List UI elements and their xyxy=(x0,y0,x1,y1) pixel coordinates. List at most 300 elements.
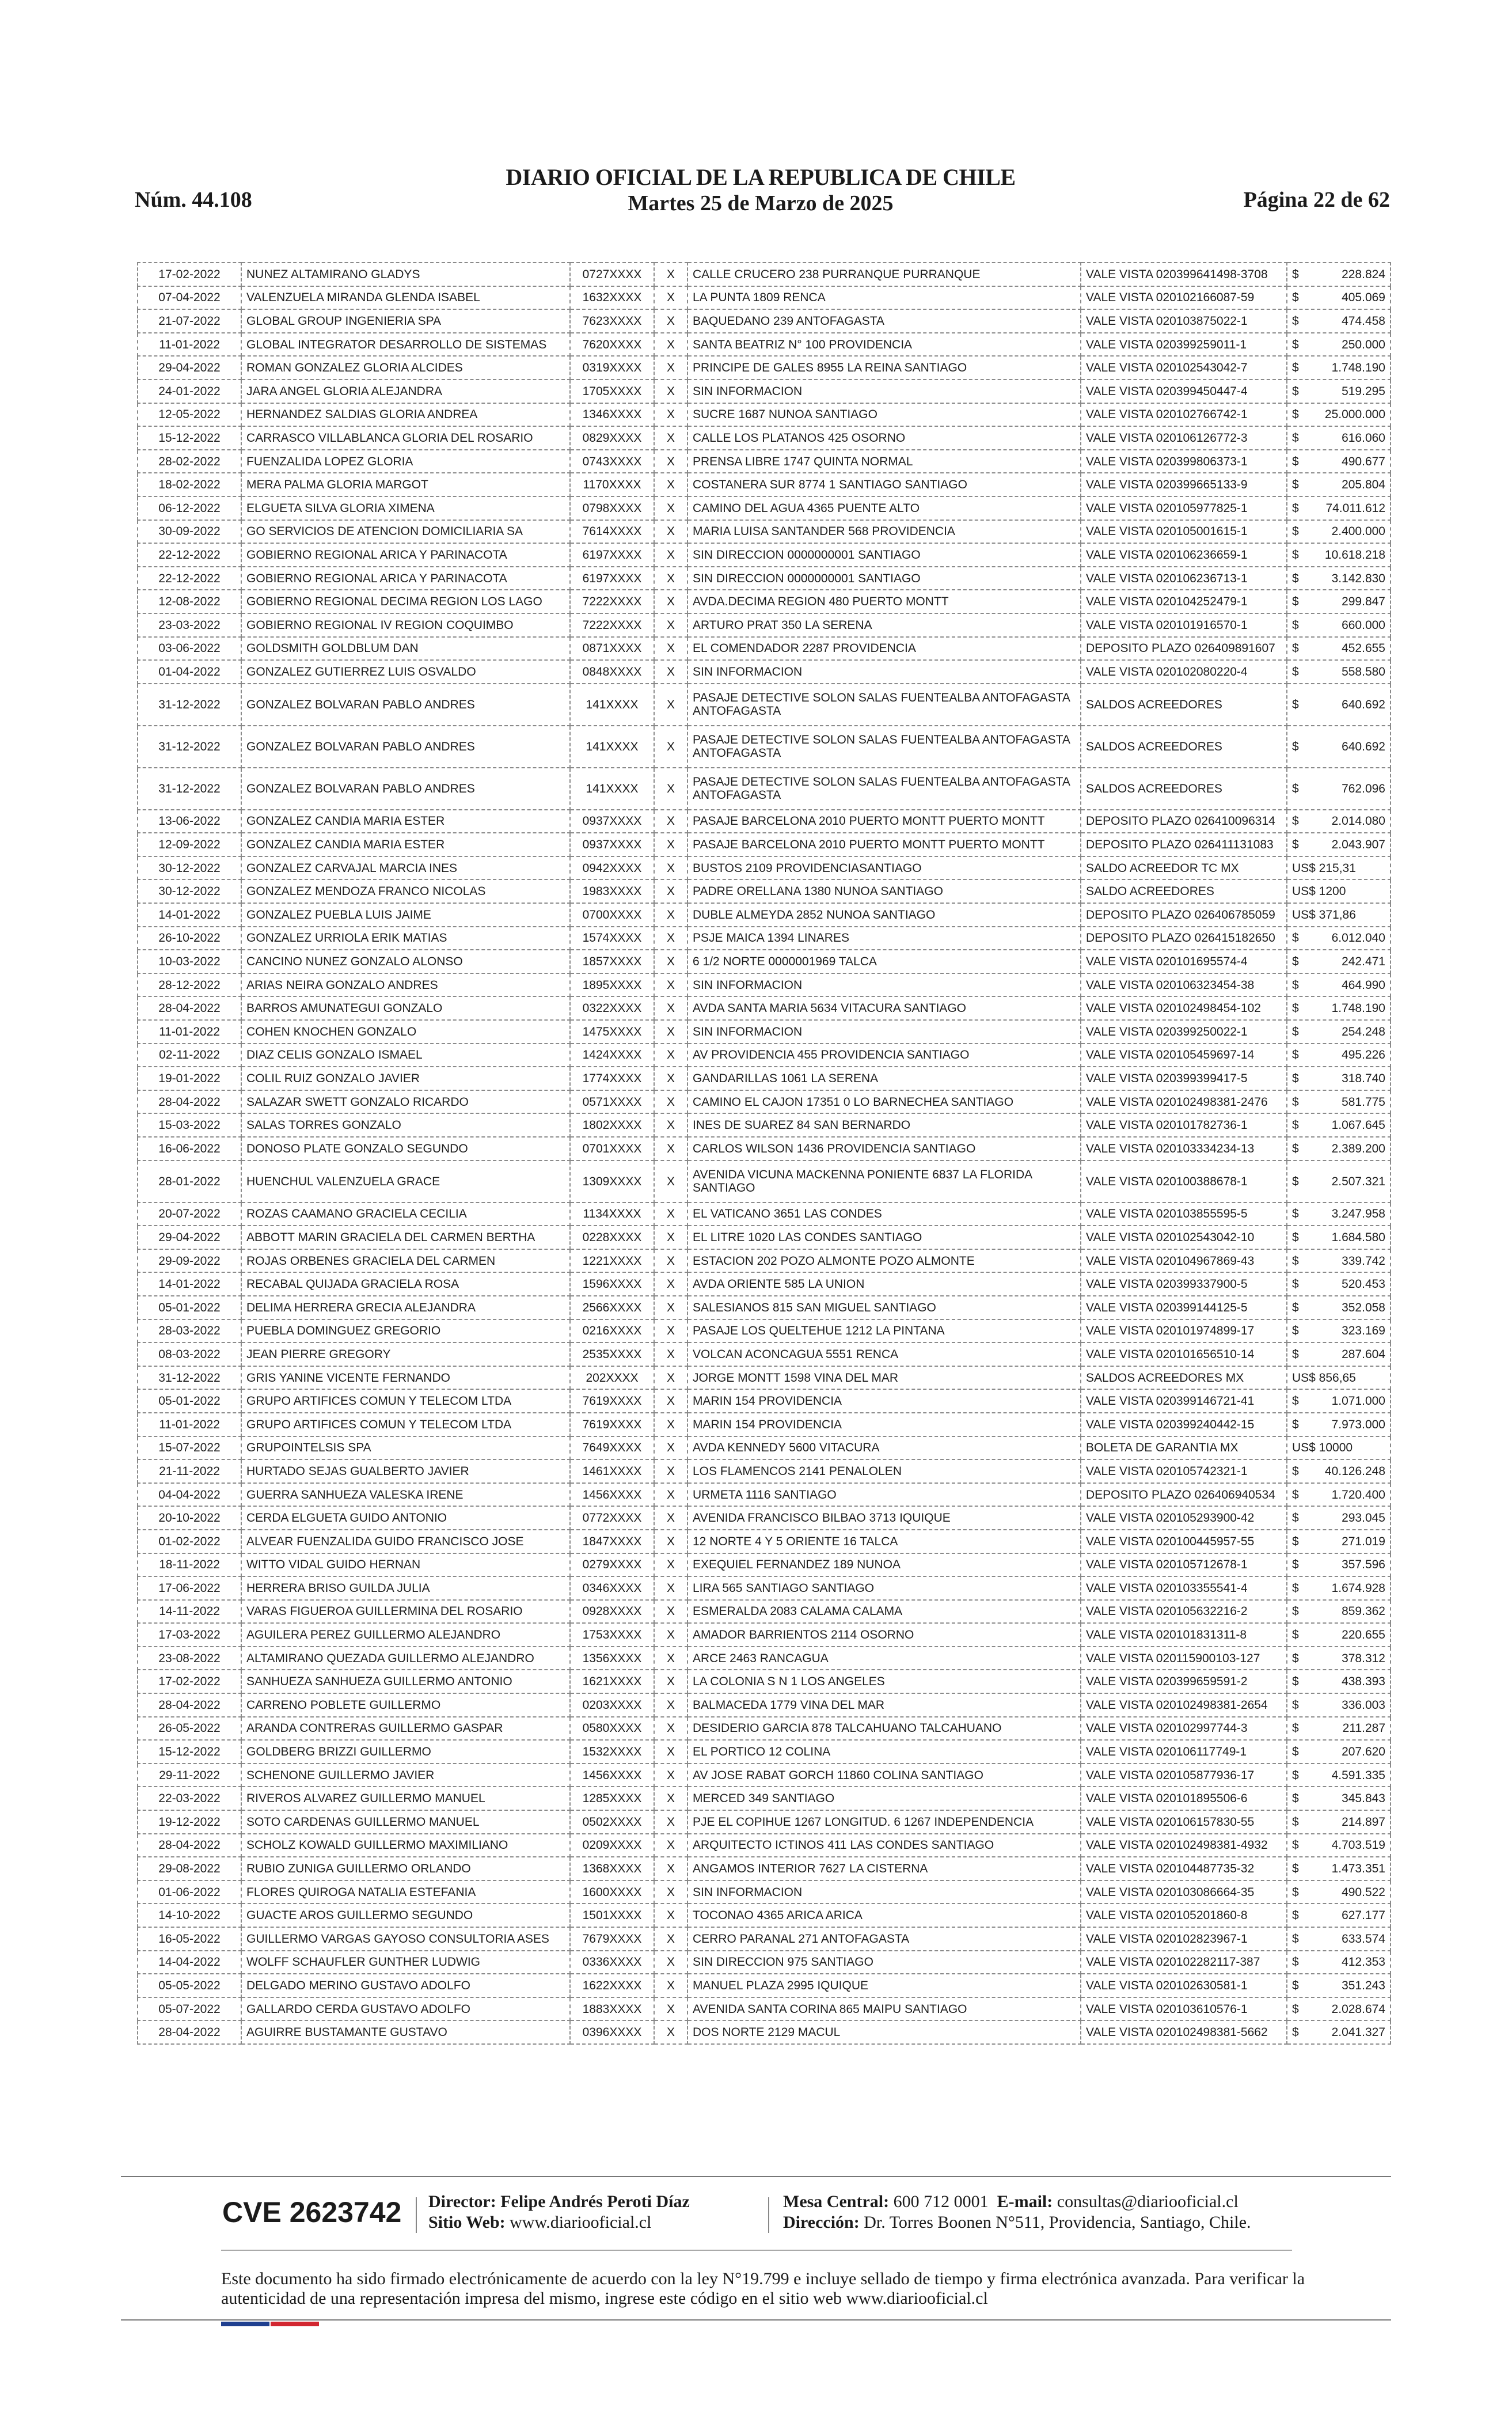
amount-currency: $ xyxy=(1292,782,1299,795)
col-date: 14-01-2022 xyxy=(138,903,241,927)
col-name: HUENCHUL VALENZUELA GRACE xyxy=(241,1161,570,1203)
col-instrument: VALE VISTA 020399665133-9 xyxy=(1081,473,1287,496)
amount-value: 640.692 xyxy=(1342,740,1385,753)
col-id: 7614XXXX xyxy=(570,520,654,544)
table-row xyxy=(138,590,1391,613)
col-id: 1883XXXX xyxy=(570,1997,654,2021)
col-name: CANCINO NUNEZ GONZALO ALONSO xyxy=(241,950,570,973)
col-instrument: VALE VISTA 020105632216-2 xyxy=(1081,1600,1287,1624)
col-amount xyxy=(1287,1226,1391,1249)
col-amount xyxy=(1287,496,1391,520)
amount-value: 287.604 xyxy=(1342,1347,1385,1361)
col-id: 1309XXXX xyxy=(570,1161,654,1203)
col-name: VARAS FIGUEROA GUILLERMINA DEL ROSARIO xyxy=(241,1600,570,1624)
address-line: Dirección: Dr. Torres Boonen N°511, Providencia, Santiago, Chile. xyxy=(783,2213,1251,2232)
col-instrument: VALE VISTA 020105877936-17 xyxy=(1081,1764,1287,1787)
col-instrument: VALE VISTA 020100445957-55 xyxy=(1081,1530,1287,1553)
col-address: BALMACEDA 1779 VINA DEL MAR xyxy=(687,1693,1081,1717)
amount-currency: US$ 856,65 xyxy=(1292,1371,1356,1385)
website-link[interactable]: www.diariooficial.cl xyxy=(510,2213,652,2232)
col-mark: X xyxy=(654,1203,687,1226)
col-amount xyxy=(1287,1389,1391,1413)
col-instrument: VALE VISTA 020399806373-1 xyxy=(1081,450,1287,473)
col-mark: X xyxy=(654,1226,687,1249)
col-name: GONZALEZ GUTIERREZ LUIS OSVALDO xyxy=(241,660,570,684)
col-id: 141XXXX xyxy=(570,768,654,810)
col-address: SIN DIRECCION 975 SANTIAGO xyxy=(687,1951,1081,1974)
col-mark: X xyxy=(654,1366,687,1390)
col-id: 6197XXXX xyxy=(570,567,654,590)
col-address: ARCE 2463 RANCAGUA xyxy=(687,1647,1081,1670)
table-row xyxy=(138,1810,1391,1834)
table-row xyxy=(138,1389,1391,1413)
amount-value: 633.574 xyxy=(1342,1932,1385,1946)
amount-value: 1.674.928 xyxy=(1331,1581,1385,1595)
amount-currency: $ xyxy=(1292,814,1299,828)
amount-value: 1.473.351 xyxy=(1331,1862,1385,1876)
col-date: 28-04-2022 xyxy=(138,996,241,1020)
col-amount xyxy=(1287,1576,1391,1600)
table-row xyxy=(138,1366,1391,1390)
col-address: EL VATICANO 3651 LAS CONDES xyxy=(687,1203,1081,1226)
col-date: 30-12-2022 xyxy=(138,856,241,880)
col-id: 1574XXXX xyxy=(570,927,654,950)
col-date: 05-07-2022 xyxy=(138,1997,241,2021)
col-amount xyxy=(1287,1320,1391,1343)
col-mark: X xyxy=(654,684,687,726)
amount-currency: $ xyxy=(1292,1511,1299,1525)
col-name: DONOSO PLATE GONZALO SEGUNDO xyxy=(241,1137,570,1161)
col-mark: X xyxy=(654,1483,687,1507)
amount-value: 293.045 xyxy=(1342,1511,1385,1525)
col-instrument: VALE VISTA 020101695574-4 xyxy=(1081,950,1287,973)
col-date: 31-12-2022 xyxy=(138,726,241,768)
col-instrument: VALE VISTA 020103334234-13 xyxy=(1081,1137,1287,1161)
col-id: 0571XXXX xyxy=(570,1090,654,1114)
col-instrument: VALE VISTA 020102997744-3 xyxy=(1081,1717,1287,1741)
col-name: AGUIRRE BUSTAMANTE GUSTAVO xyxy=(241,2020,570,2044)
col-address: MARIA LUISA SANTANDER 568 PROVIDENCIA xyxy=(687,520,1081,544)
col-id: 0928XXXX xyxy=(570,1600,654,1624)
col-mark: X xyxy=(654,1113,687,1137)
col-mark: X xyxy=(654,543,687,567)
col-id: 0871XXXX xyxy=(570,637,654,661)
amount-currency: $ xyxy=(1292,478,1299,492)
col-id: 0228XXXX xyxy=(570,1226,654,1249)
col-address: AVENIDA VICUNA MACKENNA PONIENTE 6837 LA FLORIDA SANTIAGO xyxy=(687,1161,1081,1203)
col-address: CAMINO DEL AGUA 4365 PUENTE ALTO xyxy=(687,496,1081,520)
col-id: 1475XXXX xyxy=(570,1020,654,1044)
col-name: GONZALEZ PUEBLA LUIS JAIME xyxy=(241,903,570,927)
col-id: 7679XXXX xyxy=(570,1927,654,1951)
table-row xyxy=(138,1067,1391,1090)
col-name: RECABAL QUIJADA GRACIELA ROSA xyxy=(241,1272,570,1296)
table-row xyxy=(138,903,1391,927)
col-id: 141XXXX xyxy=(570,726,654,768)
col-date: 29-11-2022 xyxy=(138,1764,241,1787)
col-id: 0727XXXX xyxy=(570,263,654,286)
col-date: 05-01-2022 xyxy=(138,1296,241,1320)
col-id: 1170XXXX xyxy=(570,473,654,496)
col-amount xyxy=(1287,1647,1391,1670)
col-amount xyxy=(1287,1787,1391,1810)
col-name: GRUPO ARTIFICES COMUN Y TELECOM LTDA xyxy=(241,1389,570,1413)
col-id: 0502XXXX xyxy=(570,1810,654,1834)
col-mark: X xyxy=(654,333,687,357)
col-instrument: VALE VISTA 020399240442-15 xyxy=(1081,1413,1287,1436)
amount-currency: $ xyxy=(1292,1722,1299,1735)
col-id: 1847XXXX xyxy=(570,1530,654,1553)
col-id: 1368XXXX xyxy=(570,1857,654,1880)
table-row xyxy=(138,1459,1391,1483)
table-row xyxy=(138,684,1391,726)
amount-currency: $ xyxy=(1292,1955,1299,1969)
table-row xyxy=(138,1413,1391,1436)
amount-value: 74.011.612 xyxy=(1325,501,1385,515)
col-address: AV PROVIDENCIA 455 PROVIDENCIA SANTIAGO xyxy=(687,1044,1081,1067)
col-id: 0937XXXX xyxy=(570,833,654,856)
amount-value: 2.507.321 xyxy=(1331,1174,1385,1188)
amount-value: 438.393 xyxy=(1342,1675,1385,1689)
amount-currency: $ xyxy=(1292,2002,1299,2016)
col-name: SOTO CARDENAS GUILLERMO MANUEL xyxy=(241,1810,570,1834)
amount-value: 1.748.190 xyxy=(1331,361,1385,375)
col-date: 22-12-2022 xyxy=(138,543,241,567)
col-id: 0216XXXX xyxy=(570,1320,654,1343)
amount-currency: US$ 371,86 xyxy=(1292,908,1356,922)
col-id: 1221XXXX xyxy=(570,1249,654,1273)
table-row xyxy=(138,856,1391,880)
amount-currency: $ xyxy=(1292,1978,1299,1992)
col-id: 0322XXXX xyxy=(570,996,654,1020)
table-row xyxy=(138,543,1391,567)
amount-value: 318.740 xyxy=(1342,1072,1385,1086)
table-row xyxy=(138,2020,1391,2044)
col-amount xyxy=(1287,543,1391,567)
col-id: 0772XXXX xyxy=(570,1506,654,1530)
page-header xyxy=(131,164,1390,216)
col-name: DELGADO MERINO GUSTAVO ADOLFO xyxy=(241,1974,570,1997)
col-mark: X xyxy=(654,1389,687,1413)
col-instrument: VALE VISTA 020101656510-14 xyxy=(1081,1343,1287,1366)
col-amount xyxy=(1287,684,1391,726)
col-amount xyxy=(1287,950,1391,973)
col-amount xyxy=(1287,1413,1391,1436)
col-date: 19-01-2022 xyxy=(138,1067,241,1090)
col-address: PASAJE DETECTIVE SOLON SALAS FUENTEALBA ANTOFAGASTA ANTOFAGASTA xyxy=(687,726,1081,768)
col-instrument: VALE VISTA 020115900103-127 xyxy=(1081,1647,1287,1670)
amount-value: 7.973.000 xyxy=(1331,1417,1385,1431)
col-instrument: VALE VISTA 020101974899-17 xyxy=(1081,1320,1287,1343)
col-amount xyxy=(1287,1436,1391,1460)
table-row xyxy=(138,1553,1391,1577)
table-row xyxy=(138,356,1391,380)
col-mark: X xyxy=(654,380,687,403)
amount-currency: $ xyxy=(1292,931,1299,945)
amount-currency: $ xyxy=(1292,1142,1299,1155)
col-mark: X xyxy=(654,1090,687,1114)
amount-currency: $ xyxy=(1292,408,1299,422)
amount-value: 1.748.190 xyxy=(1331,1002,1385,1015)
amount-currency: $ xyxy=(1292,1324,1299,1338)
col-instrument: VALE VISTA 020104252479-1 xyxy=(1081,590,1287,613)
amount-currency: $ xyxy=(1292,361,1299,375)
col-instrument: VALE VISTA 020103086664-35 xyxy=(1081,1880,1287,1904)
table-row xyxy=(138,1090,1391,1114)
table-row xyxy=(138,496,1391,520)
amount-value: 1.720.400 xyxy=(1331,1488,1385,1502)
amount-value: 495.226 xyxy=(1342,1048,1385,1062)
col-mark: X xyxy=(654,1576,687,1600)
col-id: 0336XXXX xyxy=(570,1951,654,1974)
col-mark: X xyxy=(654,637,687,661)
col-name: VALENZUELA MIRANDA GLENDA ISABEL xyxy=(241,286,570,310)
col-date: 13-06-2022 xyxy=(138,810,241,833)
col-id: 0396XXXX xyxy=(570,2020,654,2044)
col-address: SIN INFORMACION xyxy=(687,973,1081,997)
col-date: 29-04-2022 xyxy=(138,1226,241,1249)
col-id: 1532XXXX xyxy=(570,1740,654,1764)
amount-currency: $ xyxy=(1292,1230,1299,1244)
col-amount xyxy=(1287,356,1391,380)
amount-value: 220.655 xyxy=(1342,1628,1385,1642)
table-row xyxy=(138,309,1391,333)
amount-currency: $ xyxy=(1292,665,1299,678)
col-instrument: SALDO ACREEDOR TC MX xyxy=(1081,856,1287,880)
table-row xyxy=(138,1137,1391,1161)
col-name: HURTADO SEJAS GUALBERTO JAVIER xyxy=(241,1459,570,1483)
col-date: 11-01-2022 xyxy=(138,333,241,357)
col-instrument: VALE VISTA 020102498381-2654 xyxy=(1081,1693,1287,1717)
col-amount xyxy=(1287,833,1391,856)
col-amount xyxy=(1287,1272,1391,1296)
col-address: LA COLONIA S N 1 LOS ANGELES xyxy=(687,1670,1081,1693)
amount-currency: $ xyxy=(1292,1768,1299,1782)
table-row xyxy=(138,1857,1391,1880)
col-amount xyxy=(1287,1974,1391,1997)
col-mark: X xyxy=(654,1787,687,1810)
col-name: GLOBAL INTEGRATOR DESARROLLO DE SISTEMAS xyxy=(241,333,570,357)
col-instrument: VALE VISTA 020102498454-102 xyxy=(1081,996,1287,1020)
col-address: CALLE LOS PLATANOS 425 OSORNO xyxy=(687,426,1081,450)
col-mark: X xyxy=(654,356,687,380)
col-date: 12-08-2022 xyxy=(138,590,241,613)
table-row xyxy=(138,380,1391,403)
col-mark: X xyxy=(654,1717,687,1741)
col-instrument: VALE VISTA 020106157830-55 xyxy=(1081,1810,1287,1834)
col-date: 28-04-2022 xyxy=(138,1693,241,1717)
amount-currency: $ xyxy=(1292,618,1299,632)
col-name: FLORES QUIROGA NATALIA ESTEFANIA xyxy=(241,1880,570,1904)
col-mark: X xyxy=(654,1927,687,1951)
col-date: 24-01-2022 xyxy=(138,380,241,403)
amount-value: 271.019 xyxy=(1342,1534,1385,1548)
amount-value: 558.580 xyxy=(1342,665,1385,678)
col-mark: X xyxy=(654,1693,687,1717)
col-mark: X xyxy=(654,1810,687,1834)
col-mark: X xyxy=(654,1880,687,1904)
col-instrument: VALE VISTA 020105977825-1 xyxy=(1081,496,1287,520)
col-address: EL LITRE 1020 LAS CONDES SANTIAGO xyxy=(687,1226,1081,1249)
amount-currency: $ xyxy=(1292,1628,1299,1642)
table-row xyxy=(138,1272,1391,1296)
col-instrument: DEPOSITO PLAZO 026415182650 xyxy=(1081,927,1287,950)
col-name: SANHUEZA SANHUEZA GUILLERMO ANTONIO xyxy=(241,1670,570,1693)
col-id: 1456XXXX xyxy=(570,1483,654,1507)
table-row xyxy=(138,1693,1391,1717)
col-name: GOLDBERG BRIZZI GUILLERMO xyxy=(241,1740,570,1764)
col-id: 1501XXXX xyxy=(570,1904,654,1927)
col-name: GONZALEZ URRIOLA ERIK MATIAS xyxy=(241,927,570,950)
col-address: BUSTOS 2109 PROVIDENCIASANTIAGO xyxy=(687,856,1081,880)
amount-currency: US$ 1200 xyxy=(1292,885,1346,898)
publication-date: Martes 25 de Marzo de 2025 xyxy=(628,191,894,215)
col-amount xyxy=(1287,996,1391,1020)
col-address: MARIN 154 PROVIDENCIA xyxy=(687,1413,1081,1436)
col-date: 23-03-2022 xyxy=(138,613,241,637)
col-address: ARTURO PRAT 350 LA SERENA xyxy=(687,613,1081,637)
col-address: PADRE ORELLANA 1380 NUNOA SANTIAGO xyxy=(687,879,1081,903)
flag-stripe-red xyxy=(271,2322,319,2326)
col-date: 21-07-2022 xyxy=(138,309,241,333)
deposits-table xyxy=(137,262,1391,2045)
col-amount xyxy=(1287,1067,1391,1090)
table-row xyxy=(138,833,1391,856)
col-amount xyxy=(1287,856,1391,880)
col-date: 20-07-2022 xyxy=(138,1203,241,1226)
signature-notice: Este documento ha sido firmado electrónicamente de acuerdo con la ley N°19.799 e incluye sellado de tiempo y firma electrónica avanzada. Para verificar la autenticidad de una representación impresa del mismo, ingrese este código en el sitio web www.diariooficial.cl xyxy=(221,2269,1305,2308)
col-mark: X xyxy=(654,879,687,903)
col-date: 18-11-2022 xyxy=(138,1553,241,1577)
col-name: GOBIERNO REGIONAL DECIMA REGION LOS LAGO xyxy=(241,590,570,613)
col-name: WITTO VIDAL GUIDO HERNAN xyxy=(241,1553,570,1577)
footer-divider xyxy=(416,2197,417,2233)
col-name: ARIAS NEIRA GONZALO ANDRES xyxy=(241,973,570,997)
col-name: CARRENO POBLETE GUILLERMO xyxy=(241,1693,570,1717)
col-id: 202XXXX xyxy=(570,1366,654,1390)
col-mark: X xyxy=(654,450,687,473)
col-instrument: VALE VISTA 020105742321-1 xyxy=(1081,1459,1287,1483)
col-instrument: VALE VISTA 020102498381-5662 xyxy=(1081,2020,1287,2044)
col-mark: X xyxy=(654,1249,687,1273)
col-id: 1802XXXX xyxy=(570,1113,654,1137)
col-instrument: VALE VISTA 020101831311-8 xyxy=(1081,1623,1287,1647)
col-amount xyxy=(1287,1506,1391,1530)
col-id: 7619XXXX xyxy=(570,1413,654,1436)
amount-value: 345.843 xyxy=(1342,1792,1385,1806)
col-id: 1857XXXX xyxy=(570,950,654,973)
table-row xyxy=(138,1927,1391,1951)
amount-currency: $ xyxy=(1292,454,1299,468)
amount-value: 412.353 xyxy=(1342,1955,1385,1969)
col-amount xyxy=(1287,1740,1391,1764)
amount-value: 660.000 xyxy=(1342,618,1385,632)
col-instrument: DEPOSITO PLAZO 026409891607 xyxy=(1081,637,1287,661)
amount-currency: $ xyxy=(1292,1698,1299,1712)
director-line: Director: Felipe Andrés Peroti Díaz xyxy=(428,2192,690,2211)
table-row xyxy=(138,879,1391,903)
amount-value: 2.043.907 xyxy=(1331,838,1385,852)
col-name: HERNANDEZ SALDIAS GLORIA ANDREA xyxy=(241,403,570,427)
col-instrument: VALE VISTA 020101895506-6 xyxy=(1081,1787,1287,1810)
amount-value: 4.591.335 xyxy=(1331,1768,1385,1782)
col-amount xyxy=(1287,660,1391,684)
amount-currency: $ xyxy=(1292,1932,1299,1946)
col-address: AVDA KENNEDY 5600 VITACURA xyxy=(687,1436,1081,1460)
col-name: DELIMA HERRERA GRECIA ALEJANDRA xyxy=(241,1296,570,1320)
col-name: GLOBAL GROUP INGENIERIA SPA xyxy=(241,309,570,333)
masthead xyxy=(131,164,1390,216)
col-date: 28-04-2022 xyxy=(138,2020,241,2044)
col-address: MERCED 349 SANTIAGO xyxy=(687,1787,1081,1810)
col-date: 28-01-2022 xyxy=(138,1161,241,1203)
col-instrument: VALE VISTA 020105293900-42 xyxy=(1081,1506,1287,1530)
table-row xyxy=(138,613,1391,637)
col-date: 31-12-2022 xyxy=(138,1366,241,1390)
col-date: 31-12-2022 xyxy=(138,684,241,726)
table-row xyxy=(138,450,1391,473)
col-instrument: VALE VISTA 020105201860-8 xyxy=(1081,1904,1287,1927)
col-amount xyxy=(1287,903,1391,927)
amount-value: 4.703.519 xyxy=(1331,1838,1385,1852)
col-instrument: VALE VISTA 020399641498-3708 xyxy=(1081,263,1287,286)
col-date: 28-04-2022 xyxy=(138,1834,241,1857)
col-mark: X xyxy=(654,903,687,927)
col-id: 1621XXXX xyxy=(570,1670,654,1693)
col-address: VOLCAN ACONCAGUA 5551 RENCA xyxy=(687,1343,1081,1366)
col-instrument: DEPOSITO PLAZO 026406940534 xyxy=(1081,1483,1287,1507)
col-mark: X xyxy=(654,263,687,286)
amount-currency: $ xyxy=(1292,1838,1299,1852)
col-amount xyxy=(1287,1600,1391,1624)
col-address: PASAJE BARCELONA 2010 PUERTO MONTT PUERTO MONTT xyxy=(687,833,1081,856)
col-amount xyxy=(1287,1090,1391,1114)
col-instrument: VALE VISTA 020100388678-1 xyxy=(1081,1161,1287,1203)
col-mark: X xyxy=(654,496,687,520)
email-link[interactable]: consultas@diariooficial.cl xyxy=(1057,2192,1239,2211)
table-row xyxy=(138,1343,1391,1366)
col-amount xyxy=(1287,426,1391,450)
amount-currency: $ xyxy=(1292,291,1299,305)
col-instrument: VALE VISTA 020106323454-38 xyxy=(1081,973,1287,997)
table-row xyxy=(138,768,1391,810)
col-id: 0848XXXX xyxy=(570,660,654,684)
col-date: 06-12-2022 xyxy=(138,496,241,520)
col-amount xyxy=(1287,927,1391,950)
col-name: GUILLERMO VARGAS GAYOSO CONSULTORIA ASES xyxy=(241,1927,570,1951)
table-row xyxy=(138,637,1391,661)
col-instrument: VALE VISTA 020102282117-387 xyxy=(1081,1951,1287,1974)
col-instrument: VALE VISTA 020105001615-1 xyxy=(1081,520,1287,544)
col-address: COSTANERA SUR 8774 1 SANTIAGO SANTIAGO xyxy=(687,473,1081,496)
col-name: GRIS YANINE VICENTE FERNANDO xyxy=(241,1366,570,1390)
col-instrument: SALDO ACREEDORES xyxy=(1081,879,1287,903)
amount-value: 2.389.200 xyxy=(1331,1142,1385,1155)
col-name: COHEN KNOCHEN GONZALO xyxy=(241,1020,570,1044)
col-mark: X xyxy=(654,1459,687,1483)
table-row xyxy=(138,1623,1391,1647)
col-address: AVENIDA FRANCISCO BILBAO 3713 IQUIQUE xyxy=(687,1506,1081,1530)
col-amount xyxy=(1287,450,1391,473)
col-address: DESIDERIO GARCIA 878 TALCAHUANO TALCAHUANO xyxy=(687,1717,1081,1741)
col-amount xyxy=(1287,1927,1391,1951)
col-address: 12 NORTE 4 Y 5 ORIENTE 16 TALCA xyxy=(687,1530,1081,1553)
website-line: Sitio Web: www.diariooficial.cl xyxy=(428,2213,652,2232)
footer-rule-mid xyxy=(221,2250,1292,2251)
col-instrument: SALDOS ACREEDORES xyxy=(1081,684,1287,726)
col-id: 6197XXXX xyxy=(570,543,654,567)
amount-value: 1.071.000 xyxy=(1331,1394,1385,1408)
